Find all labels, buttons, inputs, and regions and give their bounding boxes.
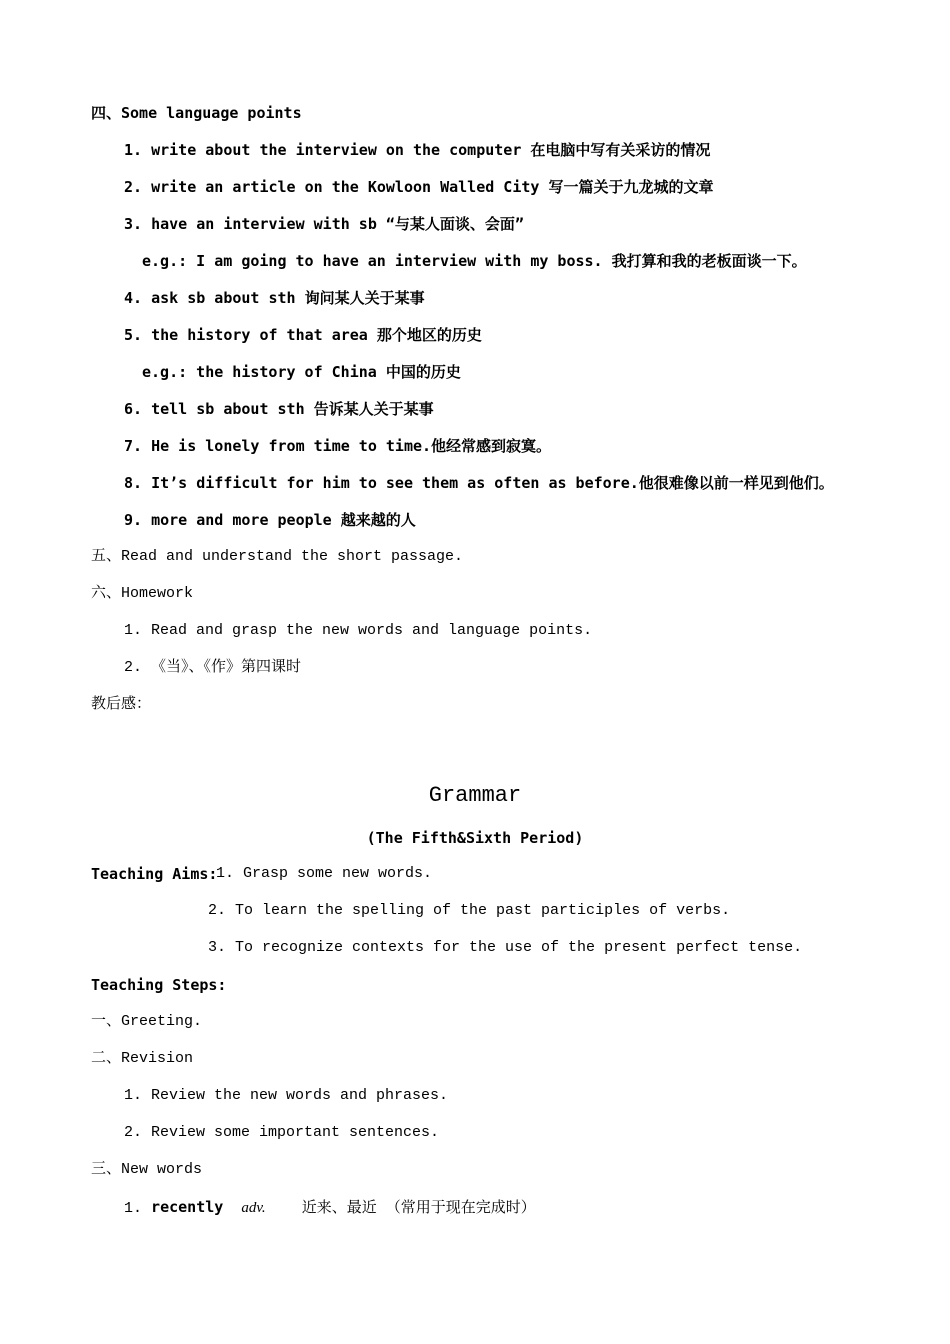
list-item: 1. Read and grasp the new words and language points.	[124, 622, 593, 639]
section-heading: 六、Homework	[91, 585, 194, 602]
list-item: 1. Review the new words and phrases.	[124, 1087, 449, 1104]
aim-item: 2. To learn the spelling of the past participles of verbs.	[208, 902, 731, 919]
list-item: 7. He is lonely from time to time.他经常感到寂寞。	[124, 437, 552, 455]
step-heading: 三、New words	[91, 1161, 203, 1178]
list-item: 1. write about the interview on the computer 在电脑中写有关采访的情况	[124, 141, 711, 159]
vocab-word: recently	[151, 1198, 224, 1216]
list-item: 5. the history of that area 那个地区的历史	[124, 326, 482, 344]
vocab-number: 1.	[124, 1200, 143, 1217]
list-item: 3. have an interview with sb “与某人面谈、会面”	[124, 215, 524, 233]
aim-item: 1. Grasp some new words.	[216, 865, 433, 882]
section-heading: 四、Some language points	[91, 104, 302, 122]
section-heading: 五、Read and understand the short passage.	[91, 548, 464, 565]
list-item: 8. It’s difficult for him to see them as often as before.他很难像以前一样见到他们。	[124, 474, 834, 492]
vocab-meaning: 近来、最近 （常用于现在完成时）	[301, 1200, 536, 1217]
list-item: 2. write an article on the Kowloon Walled City 写一篇关于九龙城的文章	[124, 178, 714, 196]
example-sentence: e.g.: the history of China 中国的历史	[142, 363, 461, 381]
aim-item: 3. To recognize contexts for the use of the present perfect tense.	[208, 939, 803, 956]
example-sentence: e.g.: I am going to have an interview with my boss. 我打算和我的老板面谈一下。	[142, 252, 807, 270]
list-item: 9. more and more people 越来越的人	[124, 511, 416, 529]
page-subtitle: (The Fifth&Sixth Period)	[366, 829, 584, 847]
list-item: 2. 《当》、《作》第四课时	[124, 659, 302, 676]
list-item: 2. Review some important sentences.	[124, 1124, 440, 1141]
list-item: 6. tell sb about sth 告诉某人关于某事	[124, 400, 434, 418]
list-item: 4. ask sb about sth 询问某人关于某事	[124, 289, 425, 307]
aims-label: Teaching Aims:	[91, 865, 218, 883]
step-heading: 一、Greeting.	[91, 1013, 203, 1030]
steps-label: Teaching Steps:	[91, 976, 227, 994]
vocab-pos: adv.	[241, 1200, 266, 1216]
step-heading: 二、Revision	[91, 1050, 194, 1067]
vocab-entry	[124, 1197, 536, 1219]
page-title: Grammar	[428, 783, 522, 808]
reflection-label: 教后感：	[91, 696, 152, 713]
